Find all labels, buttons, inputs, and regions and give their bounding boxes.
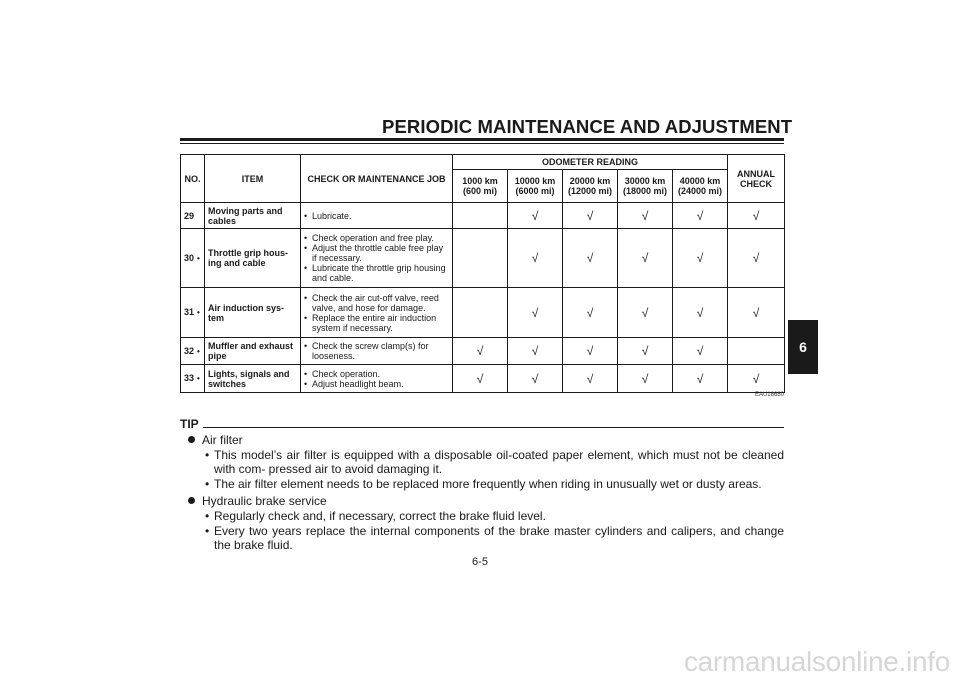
tip-bullet: • xyxy=(205,448,210,462)
row-job xyxy=(301,229,453,288)
check-mark: √ xyxy=(752,251,760,265)
header-interval xyxy=(453,170,508,203)
tip-item-text: Regularly check and, if necessary, correct the brake fluid level. xyxy=(214,509,546,523)
table-body xyxy=(181,203,785,393)
job-list xyxy=(304,369,449,389)
row-number-text: 30 xyxy=(184,252,195,263)
table-row xyxy=(181,203,785,229)
tip-item-text: This model’s air filter is equipped with a disposable oil-coated paper element, which must not be cleaned with com- pressed air to avoid damaging it. xyxy=(214,448,784,476)
row-number-text: 32 xyxy=(184,345,195,356)
row-number xyxy=(181,203,205,229)
header-annual: ANNUAL CHECK xyxy=(728,155,785,203)
row-item: Lights, signals and switches xyxy=(205,365,301,393)
row-job xyxy=(301,338,453,365)
check-cell xyxy=(453,288,508,338)
title-rule-thick xyxy=(180,138,784,141)
table-row xyxy=(181,229,785,288)
check-mark: √ xyxy=(696,344,704,358)
tip-label: TIP xyxy=(180,417,199,431)
job-list xyxy=(304,293,449,333)
table-row xyxy=(181,338,785,365)
tip-header xyxy=(180,418,784,430)
interval-mi: (24000 mi) xyxy=(678,186,723,196)
check-cell xyxy=(563,229,618,288)
check-cell xyxy=(728,338,785,365)
page-number: 6-5 xyxy=(472,556,488,568)
dealer-mark: • xyxy=(197,346,200,356)
check-cell xyxy=(728,288,785,338)
header-item: ITEM xyxy=(205,155,301,203)
interval-km: 30000 km xyxy=(624,176,666,186)
check-mark: √ xyxy=(641,344,649,358)
row-number xyxy=(181,338,205,365)
job-item: • Check the air cut-off valve, reed valve, and hose for damage. xyxy=(304,293,449,313)
check-cell xyxy=(618,203,673,229)
header-interval xyxy=(618,170,673,203)
job-item: • Replace the entire air induction system if necessary. xyxy=(304,313,449,333)
check-mark: √ xyxy=(531,251,539,265)
bullet-dot-icon xyxy=(188,436,195,443)
maintenance-table xyxy=(180,154,785,393)
interval-mi: (12000 mi) xyxy=(567,186,613,196)
check-cell xyxy=(673,203,728,229)
check-mark: √ xyxy=(641,305,649,320)
check-mark: √ xyxy=(696,251,704,265)
row-job xyxy=(301,365,453,393)
check-cell xyxy=(453,203,508,229)
dealer-mark: • xyxy=(197,374,200,383)
header-interval xyxy=(563,170,618,203)
interval-km: 20000 km xyxy=(569,176,611,186)
check-mark: √ xyxy=(586,208,594,223)
row-job xyxy=(301,288,453,338)
check-cell xyxy=(453,365,508,393)
row-number-text: 31 xyxy=(184,307,195,317)
check-mark: √ xyxy=(752,208,760,223)
tip-item-text: Every two years replace the internal components of the brake master cylinders and calipers, and change the brake fluid. xyxy=(214,524,784,552)
check-cell xyxy=(728,203,785,229)
interval-km: 10000 km xyxy=(514,176,556,186)
page-title: PERIODIC MAINTENANCE AND ADJUSTMENT xyxy=(382,116,793,137)
tip-item xyxy=(180,477,784,491)
row-item: Air induction sys- tem xyxy=(205,288,301,338)
row-number xyxy=(181,229,205,288)
header-interval xyxy=(673,170,728,203)
check-mark: √ xyxy=(752,371,760,386)
chapter-tab[interactable]: 6 xyxy=(788,320,818,374)
doc-code: EAU18680 xyxy=(754,392,784,398)
tip-bullet: • xyxy=(205,477,210,491)
interval-km: 1000 km xyxy=(462,176,498,186)
check-mark: √ xyxy=(586,305,594,320)
check-cell xyxy=(563,338,618,365)
job-item: • Adjust headlight beam. xyxy=(304,379,449,389)
check-cell xyxy=(508,338,563,365)
check-mark: √ xyxy=(531,305,539,320)
interval-mi: (600 mi) xyxy=(462,186,497,196)
tip-box xyxy=(180,418,784,552)
job-list xyxy=(304,341,449,361)
job-list xyxy=(304,211,449,221)
table-row xyxy=(181,288,785,338)
row-number xyxy=(181,365,205,393)
bullet-dot-icon xyxy=(188,497,195,504)
check-mark: √ xyxy=(531,371,539,386)
job-item: • Check operation. xyxy=(304,369,449,379)
dealer-mark: • xyxy=(197,253,200,263)
tip-item xyxy=(180,448,784,476)
row-number xyxy=(181,288,205,338)
check-cell xyxy=(453,229,508,288)
tip-item xyxy=(180,524,784,552)
tip-bullet: • xyxy=(205,524,210,538)
tip-heading-text: Hydraulic brake service xyxy=(202,494,327,508)
check-mark: √ xyxy=(641,371,649,386)
check-cell xyxy=(563,365,618,393)
check-cell xyxy=(563,288,618,338)
check-mark: √ xyxy=(696,371,704,386)
check-mark: √ xyxy=(696,305,704,320)
check-cell xyxy=(563,203,618,229)
tip-item-text: The air filter element needs to be replaced more frequently when riding in unusually wet or dusty areas. xyxy=(214,477,762,491)
check-mark: √ xyxy=(531,208,539,223)
row-item: Muffler and exhaust pipe xyxy=(205,338,301,365)
check-cell xyxy=(673,338,728,365)
tip-section-heading xyxy=(180,433,784,447)
check-cell xyxy=(673,288,728,338)
check-mark: √ xyxy=(586,251,594,265)
check-cell xyxy=(508,229,563,288)
header-odometer: ODOMETER READING xyxy=(453,155,728,170)
check-mark: √ xyxy=(476,344,484,358)
job-item: • Check operation and free play. xyxy=(304,233,449,243)
tip-heading-text: Air filter xyxy=(202,433,243,447)
job-item: • Lubricate. xyxy=(304,211,449,221)
check-cell xyxy=(618,288,673,338)
check-cell xyxy=(728,365,785,393)
table-row xyxy=(181,365,785,393)
dealer-mark: • xyxy=(197,308,200,317)
row-item: Moving parts and cables xyxy=(205,203,301,229)
job-item: • Lubricate the throttle grip housing and cable. xyxy=(304,263,449,283)
header-job: CHECK OR MAINTENANCE JOB xyxy=(301,155,453,203)
check-cell xyxy=(508,203,563,229)
check-cell xyxy=(508,365,563,393)
interval-km: 40000 km xyxy=(679,176,721,186)
check-mark: √ xyxy=(531,344,539,358)
tip-item xyxy=(180,509,784,523)
job-list xyxy=(304,233,449,283)
watermark: carmanualsonline.info xyxy=(683,646,950,677)
tip-body xyxy=(180,433,784,552)
job-item: • Adjust the throttle cable free play if necessary. xyxy=(304,243,449,263)
check-cell xyxy=(508,288,563,338)
check-cell xyxy=(673,229,728,288)
row-number-text: 33 xyxy=(184,373,195,383)
header-no: NO. xyxy=(181,155,205,203)
title-rule-thin xyxy=(180,143,784,144)
interval-mi: (6000 mi) xyxy=(515,186,555,196)
interval-mi: (18000 mi) xyxy=(622,186,668,196)
check-cell xyxy=(673,365,728,393)
check-mark: √ xyxy=(476,371,484,386)
check-mark: √ xyxy=(752,305,760,320)
tip-rule xyxy=(203,427,784,428)
check-mark: √ xyxy=(586,344,594,358)
check-mark: √ xyxy=(641,251,649,265)
check-cell xyxy=(618,338,673,365)
check-mark: √ xyxy=(696,208,704,223)
job-item: • Check the screw clamp(s) for looseness. xyxy=(304,341,449,361)
tip-bullet: • xyxy=(205,509,210,523)
check-cell xyxy=(453,338,508,365)
check-mark: √ xyxy=(641,208,649,223)
check-cell xyxy=(618,365,673,393)
header-interval xyxy=(508,170,563,203)
tip-section-heading xyxy=(180,494,784,508)
row-item: Throttle grip hous- ing and cable xyxy=(205,229,301,288)
row-number-text: 29 xyxy=(184,210,195,221)
check-mark: √ xyxy=(586,371,594,386)
check-cell xyxy=(618,229,673,288)
check-cell xyxy=(728,229,785,288)
row-job xyxy=(301,203,453,229)
